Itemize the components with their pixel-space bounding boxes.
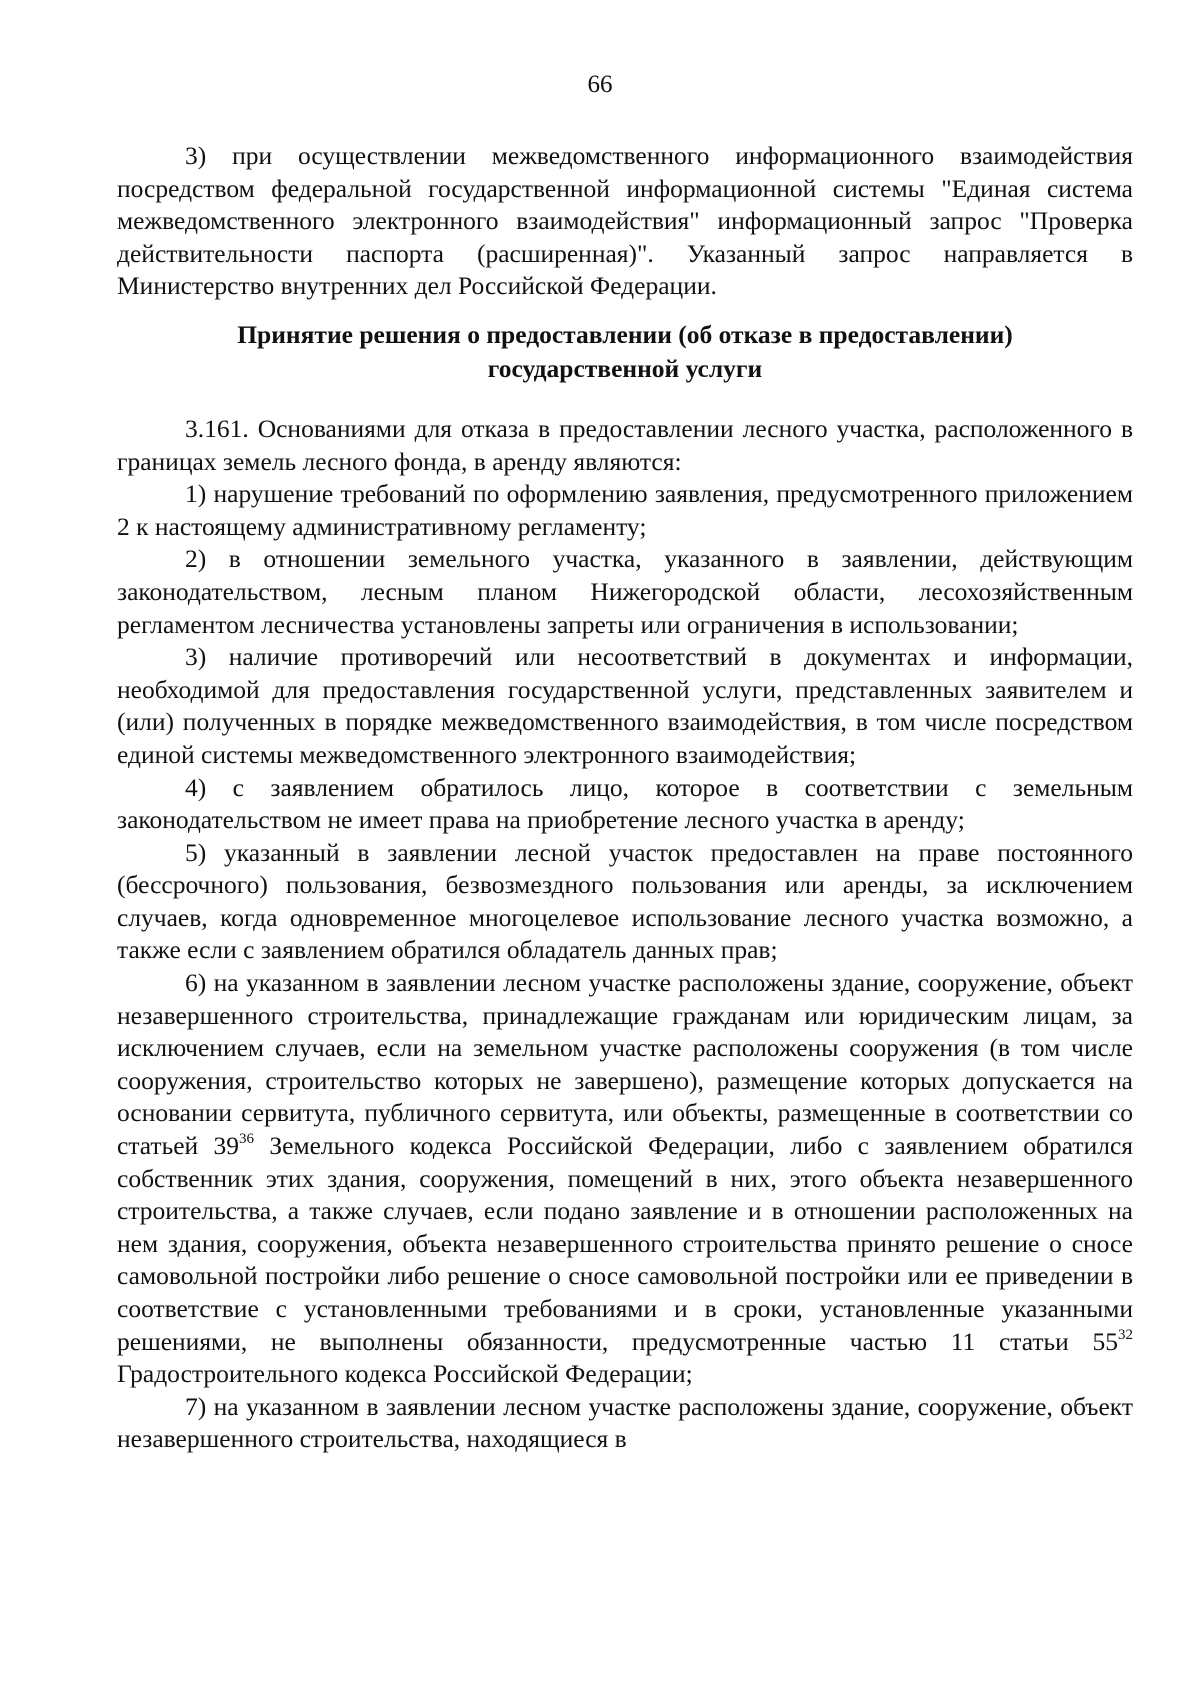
document-body — [117, 140, 1133, 1456]
paragraph-item-6 — [117, 967, 1133, 1391]
paragraph-item-3-contradictions: 3) наличие противоречий или несоответствий в документах и информации, необходимой для предоставления государственной услуги, представленных заявителем и (или) полученных в порядке межведомственного взаимодействия, в том числе посредством единой системы межведомственного электронного взаимодействия; — [117, 642, 1133, 769]
item-6-text-part-3: Градостроительного кодекса Российской Федерации; — [117, 1359, 693, 1389]
paragraph-item-7: 7) на указанном в заявлении лесном участке расположены здание, сооружение, объект незавершенного строительства, находящиеся в — [117, 1391, 1133, 1454]
superscript-32: 32 — [1118, 1326, 1133, 1343]
paragraph-item-2: 2) в отношении земельного участка, указанного в заявлении, действующим законодательством, лесным планом Нижегородской области, лесохозяйственным регламентом лесничества установлены запреты или ограничения в использовании; — [117, 544, 1133, 639]
item-6-text-part-2: Земельного кодекса Российской Федерации, либо с заявлением обратился собственник этих здания, сооружения, помещений в них, этого объекта незавершенного строительства, а также случаев, если подано заявление и в отношении расположенных на нем здания, сооружения, объекта незавершенного строительства принято решение о сносе самовольной постройки либо решение о сносе самовольной постройки или ее приведении в соответствие с установленными требованиями и в сроки, установленные указанными решениями, не выполнены обязанности, предусмотренные частью 11 статьи 55 — [117, 1131, 1133, 1356]
paragraph-item-1: 1) нарушение требований по оформлению заявления, предусмотренного приложением 2 к настоящему административному регламенту; — [117, 479, 1133, 541]
paragraph-item-5: 5) указанный в заявлении лесной участок предоставлен на праве постоянного (бессрочного) пользования, безвозмездного пользования или аренды, за исключением случаев, когда одновременное многоцелевое использование лесного участка возможно, а также если с заявлением обратился обладатель данных прав; — [117, 837, 1133, 965]
page-number: 66 — [587, 71, 613, 98]
superscript-36: 36 — [239, 1131, 255, 1148]
paragraph-3-161: 3.161. Основаниями для отказа в предоставлении лесного участка, расположенного в границах земель лесного фонда, в аренду являются: — [117, 413, 1133, 476]
item-6-text-part-1: 6) на указанном в заявлении лесном участке расположены здание, сооружение, объект незавершенного строительства, принадлежащие гражданам или юридическим лицам, за исключением случаев, если на земельном участке расположены сооружения (в том числе сооружения, строительство которых не завершено), размещение которых допускается на основании сервитута, публичного сервитута, или объекты, размещенные в соответствии со статьей 39 — [117, 968, 1133, 1161]
section-heading-line-1: Принятие решения о предоставлении (об отказе в предоставлении) — [237, 319, 1013, 349]
section-heading — [117, 318, 1133, 386]
paragraph-item-4: 4) с заявлением обратилось лицо, которое в соответствии с земельным законодательством не имеет права на приобретение лесного участка в аренду; — [117, 772, 1133, 835]
paragraph-item-3: 3) при осуществлении межведомственного информационного взаимодействия посредством федеральной государственной информационной системы "Единая система межведомственного электронного взаимодействия" информационный запрос "Проверка действительности паспорта (расширенная)". Указанный запрос направляется в Министерство внутренних дел Российской Федерации. — [117, 141, 1133, 301]
section-heading-line-2: государственной услуги — [487, 353, 763, 383]
